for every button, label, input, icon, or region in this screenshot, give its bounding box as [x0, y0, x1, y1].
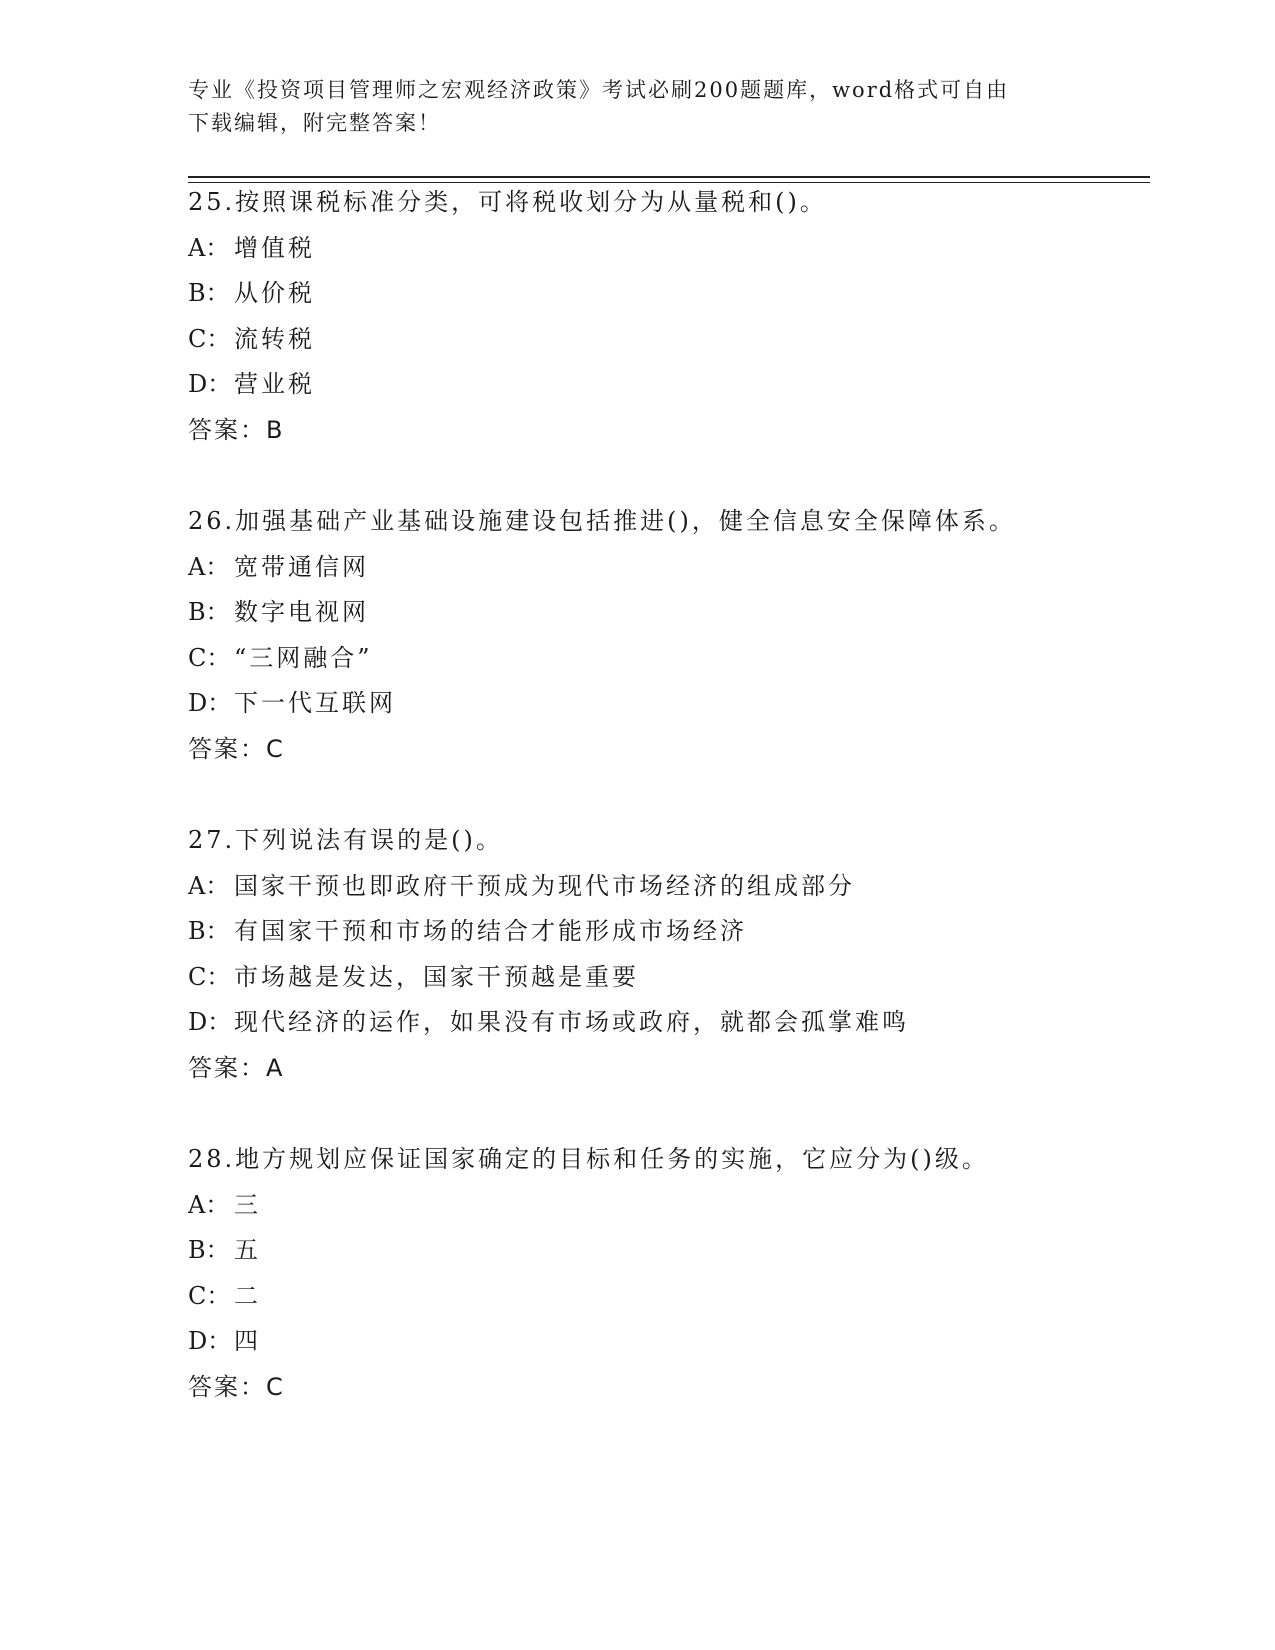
option-letter: C： — [188, 643, 231, 672]
option-letter: C： — [188, 962, 231, 991]
option-text: 宽带通信网 — [234, 552, 369, 581]
option-c — [188, 1274, 1188, 1320]
option-letter: C： — [188, 1281, 231, 1310]
option-letter: B： — [188, 1236, 230, 1265]
option-text: 从价税 — [234, 279, 315, 308]
option-letter: B： — [188, 598, 230, 627]
option-a — [188, 864, 1188, 910]
option-text: 现代经济的运作，如果没有市场或政府，就都会孤掌难鸣 — [234, 1008, 909, 1037]
option-b — [188, 590, 1188, 636]
header-line-2: 下载编辑，附完整答案！ — [188, 111, 441, 135]
option-letter: A： — [188, 871, 230, 900]
option-c — [188, 636, 1188, 682]
answer-line: 答案：C — [188, 734, 285, 763]
question-stem: 28.地方规划应保证国家确定的目标和任务的实施，它应分为()级。 — [188, 1145, 989, 1173]
option-letter: A： — [188, 233, 230, 262]
question-block — [188, 1137, 1188, 1411]
option-d — [188, 1000, 1188, 1046]
document-header — [188, 74, 1068, 140]
option-a — [188, 545, 1188, 591]
option-text: 有国家干预和市场的结合才能形成市场经济 — [234, 917, 747, 946]
question-block — [188, 499, 1188, 773]
option-text: 数字电视网 — [234, 598, 369, 627]
header-line-1: 专业《投资项目管理师之宏观经济政策》考试必刷200题题库，word格式可自由 — [188, 78, 1010, 102]
option-text: 四 — [234, 1327, 261, 1356]
option-b — [188, 1228, 1188, 1274]
option-letter: A： — [188, 552, 230, 581]
question-stem: 25.按照课税标准分类，可将税收划分为从量税和()。 — [188, 188, 827, 216]
option-text: 五 — [234, 1236, 261, 1265]
option-text: 三 — [234, 1190, 261, 1219]
option-text: 增值税 — [234, 233, 315, 262]
option-text: “三网融合” — [234, 643, 373, 672]
answer-line: 答案：C — [188, 1372, 285, 1401]
option-letter: D： — [188, 370, 232, 399]
option-text: 国家干预也即政府干预成为现代市场经济的组成部分 — [234, 871, 855, 900]
option-text: 下一代互联网 — [234, 689, 396, 718]
option-text: 市场越是发达，国家干预越是重要 — [234, 962, 639, 991]
option-d — [188, 681, 1188, 727]
question-stem: 26.加强基础产业基础设施建设包括推进()，健全信息安全保障体系。 — [188, 507, 1016, 535]
option-letter: B： — [188, 917, 230, 946]
option-letter: B： — [188, 279, 230, 308]
option-text: 二 — [234, 1281, 261, 1310]
option-text: 流转税 — [234, 324, 315, 353]
option-letter: D： — [188, 1327, 232, 1356]
header-divider-thick — [188, 176, 1150, 178]
option-d — [188, 1319, 1188, 1365]
answer-line: 答案：A — [188, 1053, 285, 1082]
question-stem: 27.下列说法有误的是()。 — [188, 826, 503, 854]
answer-line: 答案：B — [188, 415, 285, 444]
option-c — [188, 317, 1188, 363]
option-a — [188, 1183, 1188, 1229]
option-letter: D： — [188, 1008, 232, 1037]
option-text: 营业税 — [234, 370, 315, 399]
option-letter: D： — [188, 689, 232, 718]
option-a — [188, 226, 1188, 272]
option-letter: A： — [188, 1190, 230, 1219]
option-b — [188, 909, 1188, 955]
option-d — [188, 362, 1188, 408]
option-b — [188, 271, 1188, 317]
option-c — [188, 955, 1188, 1001]
question-block — [188, 180, 1188, 454]
question-block — [188, 818, 1188, 1092]
option-letter: C： — [188, 324, 231, 353]
